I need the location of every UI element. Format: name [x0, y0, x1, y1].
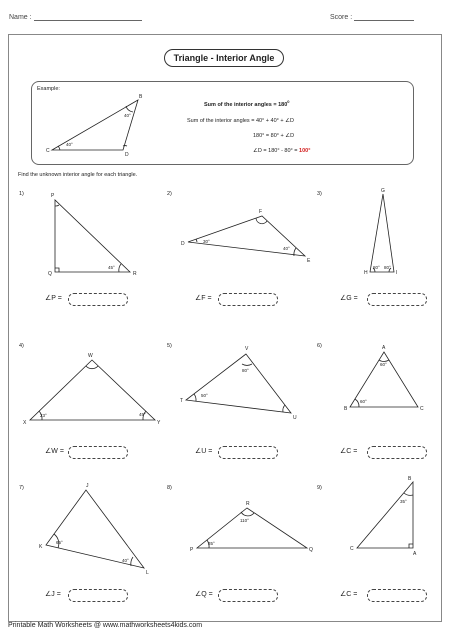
problem-number-3: 3) [317, 191, 322, 197]
angle-7-k: 65° [56, 540, 63, 545]
triangle-1 [55, 200, 130, 272]
vertex-5-u: U [293, 415, 297, 421]
vertex-1-p: P [51, 193, 55, 199]
vertex-3-g: G [381, 188, 385, 194]
vertex-9-c: C [350, 546, 354, 552]
arc-2-d [196, 239, 197, 242]
vertex-1-q: Q [48, 271, 52, 277]
triangle-3 [370, 194, 394, 272]
arc-9-b [404, 493, 413, 495]
answer-label-9: ∠C = [340, 591, 358, 598]
triangle-9 [357, 482, 413, 548]
worksheet-title: Triangle - Interior Angle [164, 49, 284, 67]
arc-1-r [119, 264, 121, 272]
problem-number-9: 9) [317, 485, 322, 491]
angle-8-r: 110° [240, 518, 249, 523]
footer-text: Printable Math Worksheets @ www.mathworksheets4kids.com [8, 622, 203, 629]
vertex-7-l: L [146, 570, 149, 576]
vertex-2-f: F [259, 209, 263, 215]
answer-label-1: ∠P = [45, 295, 62, 302]
vertex-6-b: B [344, 406, 348, 412]
vertex-1-r: R [133, 271, 137, 277]
example-line-3-prefix: ∠D = 180° - 80° = [253, 148, 300, 154]
vertex-4-x: X [23, 420, 27, 426]
arc-6-b [355, 399, 359, 407]
angle-1-r: 45° [108, 265, 115, 270]
vertex-6-a: A [382, 345, 386, 351]
name-label: Name : [9, 14, 32, 21]
vertex-8-p: P [190, 547, 194, 553]
vertex-9-b: B [408, 476, 412, 482]
vertex-3-h: H [364, 270, 368, 276]
example-arc-b [126, 106, 133, 112]
angle-9-b: 35° [400, 499, 407, 504]
vertex-2-e: E [307, 258, 311, 264]
angle-6-b: 60° [360, 399, 367, 404]
arc-5-u [283, 405, 285, 412]
example-triangle [52, 100, 138, 150]
example-heading: Sum of the interior angles = $180^0$ [204, 99, 290, 108]
angle-7-l: 40° [122, 558, 129, 563]
right-angle-9 [409, 544, 413, 548]
example-arc-c [58, 146, 60, 150]
example-heading-text: Sum of the interior angles = 180 [204, 101, 288, 108]
problem-number-2: 2) [167, 191, 172, 197]
angle-2-d: 30° [203, 239, 210, 244]
angle-3-i: 80° [384, 265, 391, 270]
vertex-7-k: K [39, 544, 43, 550]
arc-4-w [86, 366, 98, 369]
instruction-text: Find the unknown interior angle for each triangle. [18, 172, 138, 178]
example-answer: 100° [299, 148, 311, 154]
answer-label-8: ∠Q = [195, 591, 213, 598]
arc-5-v [242, 364, 252, 365]
vertex-6-c: C [420, 406, 424, 412]
angle-2-e: 40° [283, 246, 290, 251]
answer-label-5: ∠U = [195, 448, 213, 455]
arc-8-r [241, 512, 254, 516]
vertex-3-i: I [396, 270, 398, 276]
problem-number-5: 5) [167, 343, 172, 349]
angle-4-x: 23° [40, 413, 47, 418]
answer-label-2: ∠F = [195, 295, 212, 302]
vertex-5-v: V [245, 346, 249, 352]
vertex-4-w: W [88, 353, 93, 359]
score-label: Score : [330, 14, 353, 21]
example-vertex-b: B [139, 94, 143, 100]
angle-5-t: 50° [201, 393, 208, 398]
example-vertex-c: C [46, 148, 50, 154]
example-line-2: 180° = 80° + ∠D [253, 133, 295, 139]
vertex-9-a: A [413, 551, 417, 557]
answer-label-7: ∠J = [45, 591, 61, 598]
triangle-5 [186, 354, 291, 413]
problem-number-7: 7) [19, 485, 24, 491]
answer-label-3: ∠G = [340, 295, 358, 302]
vertex-8-r: R [246, 501, 250, 507]
vertex-8-q: Q [309, 547, 313, 553]
vertex-7-j: J [86, 483, 89, 489]
example-vertex-d: D [125, 152, 129, 158]
angle-3-h: 80° [373, 265, 380, 270]
arc-5-t [194, 394, 196, 401]
arc-1-p [55, 205, 59, 206]
arc-7-l [131, 557, 133, 566]
angle-8-p: 35° [208, 541, 215, 546]
problem-number-4: 4) [19, 343, 24, 349]
angle-6-a: 60° [380, 362, 387, 367]
angle-4-y: 45° [139, 412, 146, 417]
answer-label-6: ∠C = [340, 448, 358, 455]
example-angle-b: 40° [124, 113, 131, 118]
vertex-2-d: D [181, 241, 185, 247]
vertex-4-y: Y [157, 420, 161, 426]
answer-label-4: ∠W = [45, 448, 64, 455]
right-angle-1 [55, 268, 59, 272]
angle-5-v: 80° [242, 368, 249, 373]
triangle-7 [46, 490, 144, 568]
problem-number-1: 1) [19, 191, 24, 197]
vertex-5-t: T [180, 398, 184, 404]
example-label: Example: [37, 86, 60, 92]
problem-number-8: 8) [167, 485, 172, 491]
example-angle-c: 40° [66, 142, 73, 147]
problem-number-6: 6) [317, 343, 322, 349]
example-line-1: Sum of the interior angles = 40° + 40° + ∠D [187, 118, 295, 124]
